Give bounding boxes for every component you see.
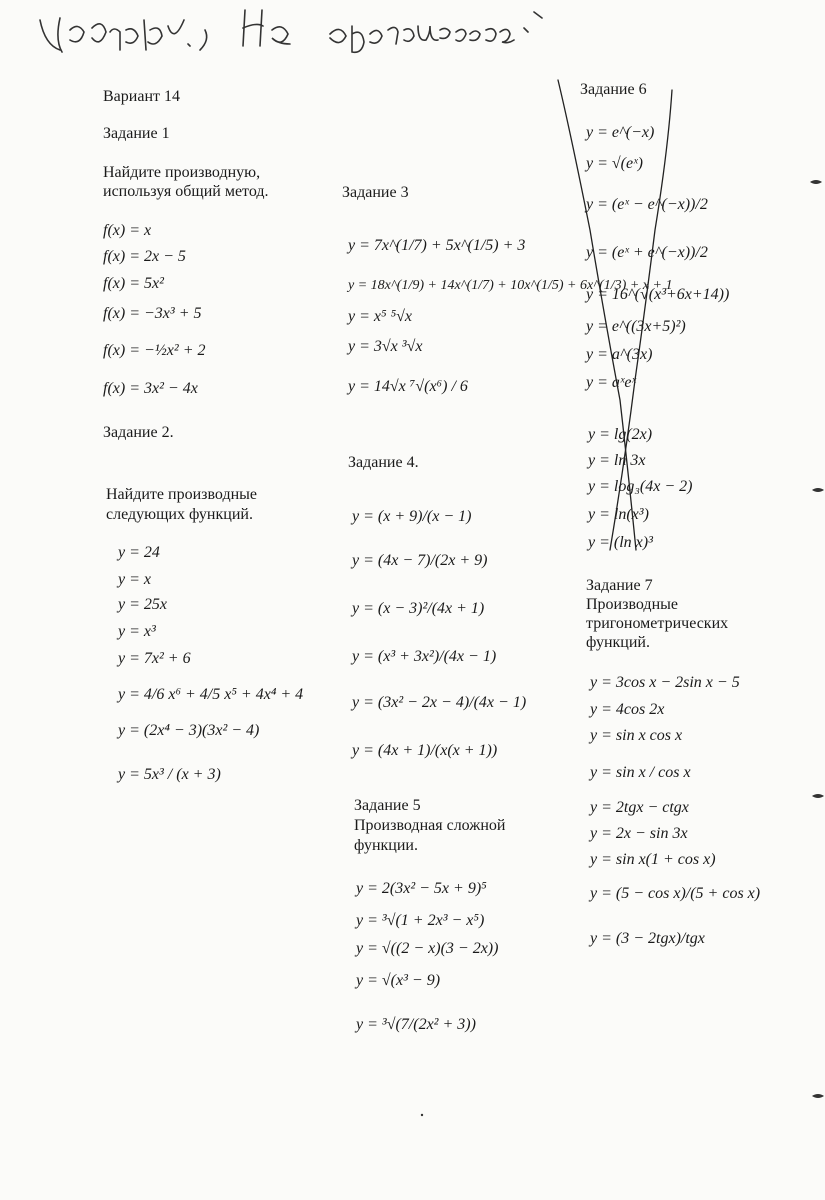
task5-instruction-line2: функции. (354, 837, 418, 854)
handwritten-note (0, 0, 580, 70)
task5-function: y = ³√(7/(2x² + 3)) (356, 1016, 476, 1033)
task4-function: y = (x + 9)/(x − 1) (352, 508, 472, 525)
task3-function: y = 18x^(1/9) + 14x^(1/7) + 10x^(1/5) + 6x^(1/3) + x + 1 (348, 278, 673, 293)
task4-function: y = (x − 3)²/(4x + 1) (352, 600, 485, 617)
task5-function: y = 2(3x² − 5x + 9)⁵ (356, 880, 487, 897)
task7-instruction-line2: тригонометрических (586, 615, 729, 632)
task5-function: y = √((2 − x)(3 − 2x)) (356, 940, 499, 957)
task5-function: y = ³√(1 + 2x³ − x⁵) (356, 912, 485, 929)
task1-function: f(x) = 5x² (103, 275, 164, 292)
task2-function: y = 24 (118, 544, 160, 561)
task2-function: y = 5x³ / (x + 3) (118, 766, 221, 783)
task1-function: f(x) = −3x³ + 5 (103, 305, 202, 322)
task7-function: y = (3 − 2tgx)/tgx (590, 930, 705, 947)
task6-function: y = e^((3x+5)²) (586, 318, 686, 335)
task5-instruction-line1: Производная сложной (354, 817, 506, 834)
task5-title: Задание 5 (354, 797, 421, 814)
task2-function: y = 25x (118, 596, 167, 613)
task7-function: y = 3cos x − 2sin x − 5 (590, 674, 740, 691)
task2-function: y = (2x⁴ − 3)(3x² − 4) (118, 722, 260, 739)
task6-title: Задание 6 (580, 81, 647, 98)
task1-instruction-line2: используя общий метод. (103, 183, 269, 200)
task4-title: Задание 4. (348, 454, 419, 471)
task6-function: y = ln 3x (588, 452, 646, 469)
task6-function: y = log₃(4x − 2) (588, 478, 693, 495)
task6-function: y = (ln x)³ (588, 534, 653, 551)
task1-function: f(x) = x (103, 222, 152, 239)
task3-function: y = 3√x ³√x (348, 338, 423, 355)
task1-function: f(x) = 3x² − 4x (103, 380, 198, 397)
task4-function: y = (4x + 1)/(x(x + 1)) (352, 742, 498, 759)
task3-title: Задание 3 (342, 184, 409, 201)
task6-function: y = (eˣ + e^(−x))/2 (586, 244, 708, 261)
task7-function: y = sin x / cos x (590, 764, 691, 781)
task7-instruction-line3: функций. (586, 634, 650, 651)
task7-title: Задание 7 (586, 577, 653, 594)
task7-instruction-line1: Производные (586, 596, 678, 613)
task7-function: y = 2tgx − ctgx (590, 799, 689, 816)
task6-function: y = a^(3x) (586, 346, 653, 363)
task6-function: y = (eˣ − e^(−x))/2 (586, 196, 708, 213)
task6-function: y = aˣeˣ (586, 374, 637, 391)
task3-function: y = x⁵ ⁵√x (348, 308, 413, 325)
task4-function: y = (4x − 7)/(2x + 9) (352, 552, 488, 569)
task7-function: y = (5 − cos x)/(5 + cos x) (590, 885, 761, 902)
task6-function: y = 16^(√(x³+6x+14)) (586, 286, 730, 303)
task6-function: y = ln(x³) (588, 506, 649, 523)
task1-function: f(x) = 2x − 5 (103, 248, 186, 265)
task6-function: y = lg(2x) (588, 426, 653, 443)
task2-function: y = 4/6 x⁶ + 4/5 x⁵ + 4x⁴ + 4 (118, 686, 304, 703)
task4-function: y = (x³ + 3x²)/(4x − 1) (352, 648, 497, 665)
task6-function: y = √(eˣ) (586, 155, 643, 172)
task2-function: y = 7x² + 6 (118, 650, 191, 667)
task7-function: y = 4cos 2x (590, 701, 665, 718)
task6-function: y = e^(−x) (586, 124, 655, 141)
task7-function: y = 2x − sin 3x (590, 825, 688, 842)
task5-function: y = √(x³ − 9) (356, 972, 441, 989)
task2-instruction-line1: Найдите производные (106, 486, 257, 503)
task2-function: y = x³ (118, 623, 156, 640)
task1-function: f(x) = −½x² + 2 (103, 342, 206, 359)
task2-instruction-line2: следующих функций. (106, 506, 253, 523)
task2-title: Задание 2. (103, 424, 174, 441)
variant-title: Вариант 14 (103, 88, 180, 105)
task1-title: Задание 1 (103, 125, 170, 142)
task7-function: y = sin x cos x (590, 727, 683, 744)
task7-function: y = sin x(1 + cos x) (590, 851, 716, 868)
task2-function: y = x (118, 571, 151, 588)
task4-function: y = (3x² − 2x − 4)/(4x − 1) (352, 694, 527, 711)
task1-instruction-line1: Найдите производную, (103, 164, 261, 181)
task3-function: y = 14√x ⁷√(x⁶) / 6 (348, 378, 468, 395)
task3-function: y = 7x^(1/7) + 5x^(1/5) + 3 (348, 237, 526, 254)
